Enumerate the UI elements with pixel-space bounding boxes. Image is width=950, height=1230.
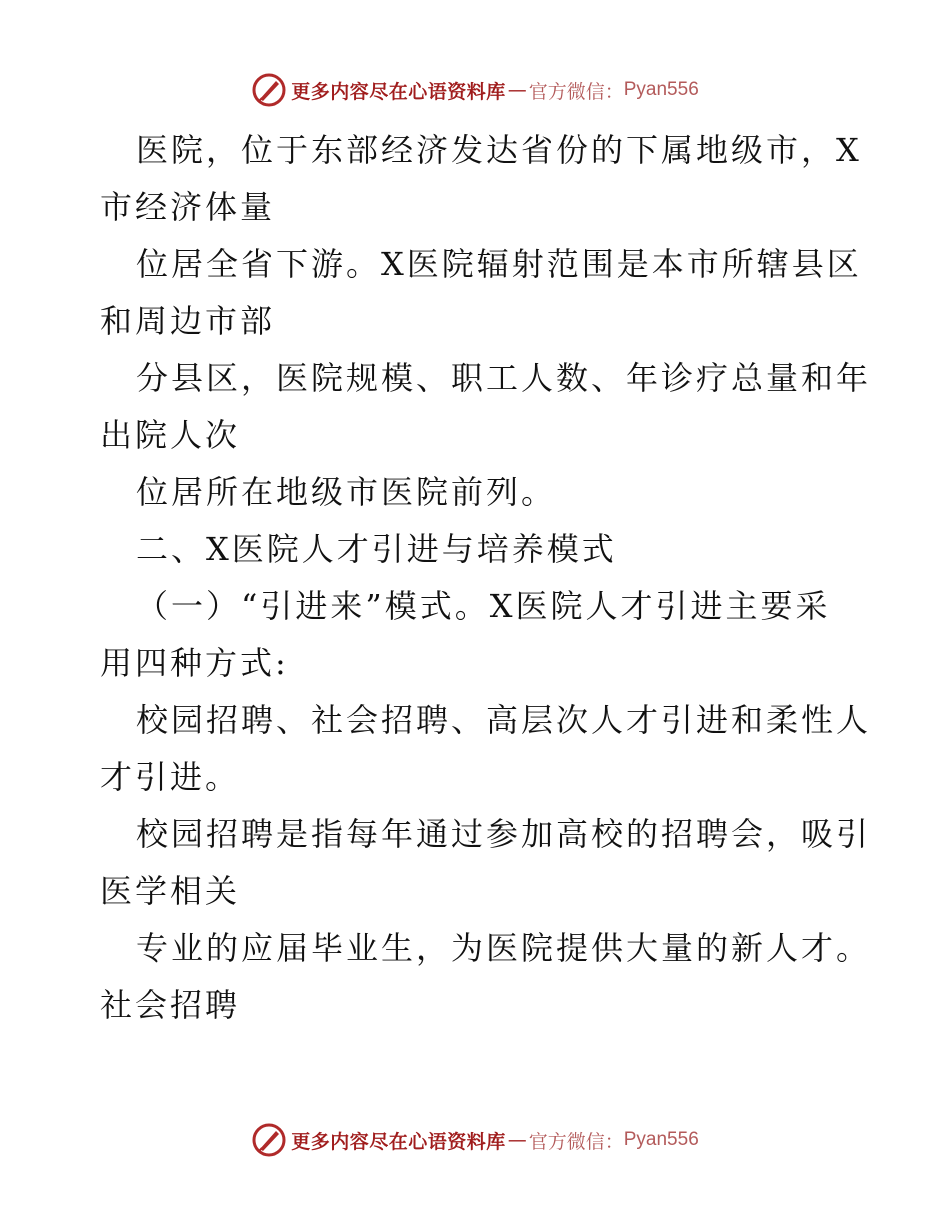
- text-line: 专业的应届毕业生，为医院提供大量的新人才。: [136, 929, 872, 967]
- text-line: 医院，位于东部经济发达省份的下属地级市，X: [136, 131, 862, 169]
- quill-logo-icon: [251, 72, 287, 108]
- footer-banner: [0, 1120, 950, 1160]
- text-line: 才引进。: [100, 758, 241, 796]
- header-banner: [0, 70, 950, 110]
- footer-brand: 更多内容尽在心语资料库: [291, 1130, 506, 1153]
- text-line: 医学相关: [100, 872, 241, 910]
- document-body: [100, 122, 872, 1034]
- header-contact-handle: Pyan556: [623, 79, 699, 100]
- text-line: （一）“引进来”模式。X医院人才引进主要采: [136, 587, 831, 625]
- quill-logo-icon: [251, 1122, 287, 1158]
- footer-contact-label: 官方微信：: [528, 1130, 624, 1153]
- footer-contact-handle: Pyan556: [623, 1129, 699, 1150]
- text-line: 位居所在地级市医院前列。: [136, 473, 557, 511]
- header-brand: 更多内容尽在心语资料库: [291, 80, 506, 103]
- text-line: 位居全省下游。X医院辐射范围是本市所辖县区: [136, 245, 862, 283]
- text-line: 用四种方式:: [100, 644, 289, 682]
- section-heading: 二、X医院人才引进与培养模式: [136, 530, 617, 568]
- footer-separator: —: [507, 1129, 527, 1151]
- text-line: 和周边市部: [100, 302, 276, 340]
- text-line: 市经济体量: [100, 188, 276, 226]
- text-line: 分县区，医院规模、职工人数、年诊疗总量和年: [136, 359, 872, 397]
- text-line: 校园招聘、社会招聘、高层次人才引进和柔性人: [136, 701, 872, 739]
- text-line: 校园招聘是指每年通过参加高校的招聘会，吸引: [136, 815, 872, 853]
- header-contact-label: 官方微信：: [528, 80, 624, 103]
- text-line: 出院人次: [100, 416, 241, 454]
- text-line: 社会招聘: [100, 986, 241, 1024]
- header-separator: —: [507, 79, 527, 101]
